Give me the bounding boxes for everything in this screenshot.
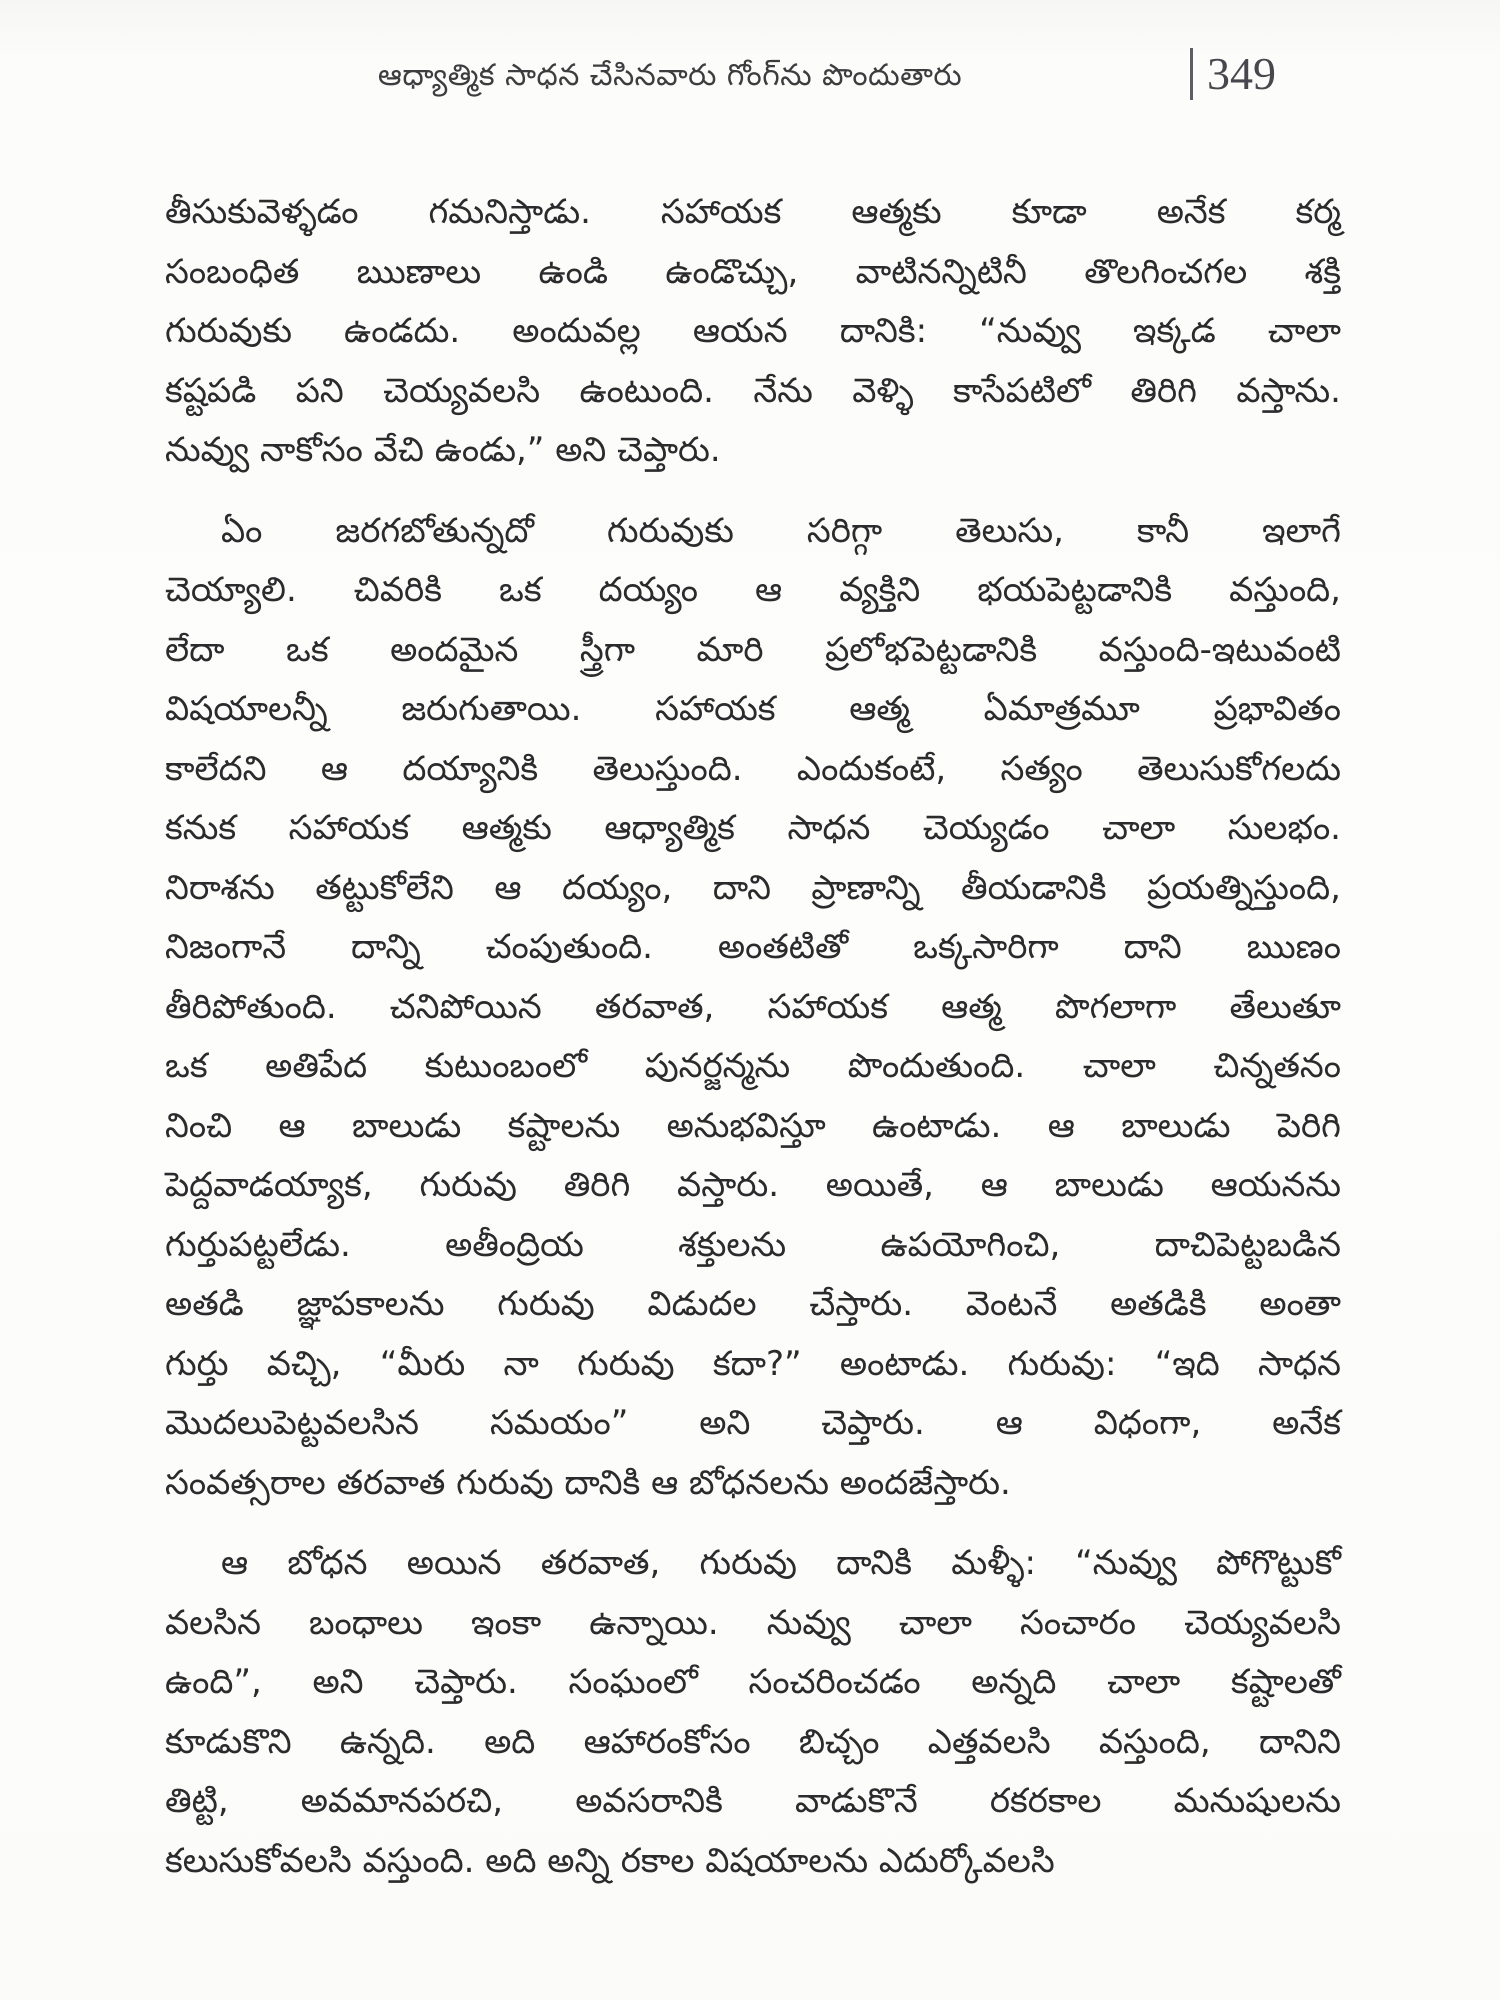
- text-line: మొదలుపెట్టవలసిన సమయం” అని చెప్తారు. ఆ విధంగా, అనేక: [165, 1403, 1341, 1443]
- text-line: నించి ఆ బాలుడు కష్టాలను అనుభవిస్తూ ఉంటాడు. ఆ బాలుడు పెరిగి: [165, 1105, 1341, 1146]
- text-line: వలసిన బంధాలు ఇంకా ఉన్నాయి. నువ్వు చాలా సంచారం చెయ్యవలసి: [165, 1602, 1341, 1643]
- page-number-group: [1190, 48, 1276, 100]
- page-number-separator: [1190, 48, 1193, 100]
- text-line: ఏం జరగబోతున్నదో గురువుకు సరిగ్గా తెలుసు, కానీ ఇలాగే: [221, 510, 1341, 551]
- text-line: తీసుకువెళ్ళడం గమనిస్తాడు. సహాయక ఆత్మకు కూడా అనేక కర్మ: [165, 192, 1341, 232]
- text-line: కలుసుకోవలసి వస్తుంది. అది అన్ని రకాల విషయాలను ఎదుర్కోవలసి: [165, 1840, 1055, 1881]
- text-line: కూడుకొని ఉన్నది. అది ఆహారంకోసం బిచ్చం ఎత్తవలసి వస్తుంది, దానిని: [165, 1721, 1341, 1762]
- text-line: ఉంది”, అని చెప్తారు. సంఘంలో సంచరించడం అన్నది చాలా కష్టాలతో: [165, 1662, 1341, 1702]
- text-line: నిరాశను తట్టుకోలేని ఆ దయ్యం, దాని ప్రాణాన్ని తీయడానికి ప్రయత్నిస్తుంది,: [165, 867, 1341, 908]
- running-head-title: ఆధ్యాత్మిక సాధన చేసినవారు గోంగ్‌ను పొందుతారు: [377, 58, 963, 93]
- text-line: పెద్దవాడయ్యాక, గురువు తిరిగి వస్తారు. అయితే, ఆ బాలుడు ఆయనను: [165, 1165, 1341, 1205]
- text-line: ఆ బోధన అయిన తరవాత, గురువు దానికి మళ్ళీ: “నువ్వు పోగొట్టుకో: [221, 1543, 1341, 1583]
- running-head: [0, 48, 1500, 118]
- text-line: కాలేదని ఆ దయ్యానికి తెలుస్తుంది. ఎందుకంటే, సత్యం తెలుసుకోగలదు: [165, 748, 1341, 789]
- text-line: చెయ్యాలి. చివరికి ఒక దయ్యం ఆ వ్యక్తిని భయపెట్టడానికి వస్తుంది,: [165, 570, 1341, 610]
- text-line: గుర్తుపట్టలేడు. అతీంద్రియ శక్తులను ఉపయోగించి, దాచిపెట్టబడిన: [165, 1224, 1341, 1265]
- text-line: తీరిపోతుంది. చనిపోయిన తరవాత, సహాయక ఆత్మ పొగలాగా తేలుతూ: [165, 986, 1341, 1027]
- text-line: కనుక సహాయక ఆత్మకు ఆధ్యాత్మిక సాధన చెయ్యడం చాలా సులభం.: [165, 808, 1341, 848]
- text-line: అతడి జ్ఞాపకాలను గురువు విడుదల చేస్తారు. వెంటనే అతడికి అంతా: [165, 1284, 1341, 1324]
- body-text: [165, 183, 1341, 1891]
- text-line: నువ్వు నాకోసం వేచి ఉండు,” అని చెప్తారు.: [165, 430, 721, 470]
- text-line: గురువుకు ఉండదు. అందువల్ల ఆయన దానికి: “నువ్వు ఇక్కడ చాలా: [165, 311, 1341, 351]
- text-line: సంవత్సరాల తరవాత గురువు దానికి ఆ బోధనలను అందజేస్తారు.: [165, 1462, 1011, 1503]
- paragraph: [165, 1534, 1341, 1891]
- text-line: ఒక అతిపేద కుటుంబంలో పునర్జన్మను పొందుతుంది. చాలా చిన్నతనం: [165, 1046, 1341, 1086]
- text-line: లేదా ఒక అందమైన స్త్రీగా మారి ప్రలోభపెట్టడానికి వస్తుంది-ఇటువంటి: [165, 629, 1341, 670]
- text-line: నిజంగానే దాన్ని చంపుతుంది. అంతటితో ఒక్కసారిగా దాని ఋణం: [165, 927, 1341, 967]
- paragraph: [165, 183, 1341, 481]
- text-line: తిట్టి, అవమానపరచి, అవసరానికి వాడుకొనే రకరకాల మనుషులను: [165, 1781, 1341, 1821]
- text-line: విషయాలన్నీ జరుగుతాయి. సహాయక ఆత్మ ఏమాత్రమూ ప్రభావితం: [165, 689, 1341, 729]
- text-line: సంబంధిత ఋణాలు ఉండి ఉండొచ్చు, వాటినన్నిటినీ తొలగించగల శక్తి: [165, 251, 1341, 292]
- paragraph: [165, 502, 1341, 1514]
- text-line: కష్టపడి పని చెయ్యవలసి ఉంటుంది. నేను వెళ్ళి కాసేపటిలో తిరిగి వస్తాను.: [165, 370, 1341, 411]
- page-number: 349: [1207, 48, 1276, 99]
- text-line: గుర్తు వచ్చి, “మీరు నా గురువు కదా?” అంటాడు. గురువు: “ఇది సాధన: [165, 1343, 1341, 1384]
